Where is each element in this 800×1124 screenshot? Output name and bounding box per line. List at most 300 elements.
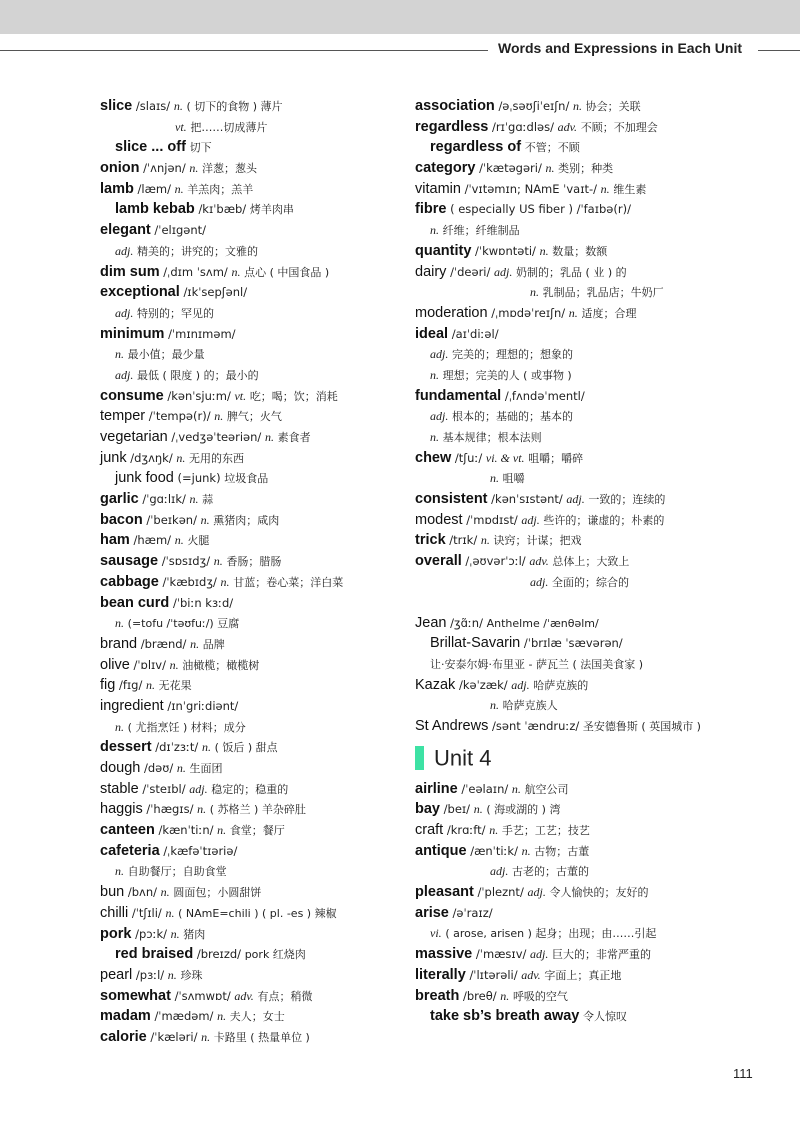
vocab-part-of-speech: n. bbox=[201, 1029, 211, 1044]
vocab-headword: lamb kebab bbox=[115, 201, 195, 218]
vocab-phonetic: /kænˈtiːn/ bbox=[158, 823, 214, 838]
vocab-phonetic: /ˈtempə(r)/ bbox=[148, 409, 211, 424]
vocab-definition: 羊羔肉；羔羊 bbox=[187, 182, 254, 196]
vocab-definition: 火腿 bbox=[187, 534, 210, 548]
vocab-entry bbox=[100, 986, 440, 1007]
vocab-headword: breath bbox=[415, 987, 460, 1004]
vocab-headword: temper bbox=[100, 408, 146, 425]
vocab-entry bbox=[100, 1027, 440, 1048]
vocab-definition: 适度；合理 bbox=[581, 306, 637, 320]
vocab-entry bbox=[100, 551, 440, 572]
vocab-phonetic: /ˈmæsɪv/ bbox=[475, 947, 527, 962]
vocab-phonetic: /slaɪs/ bbox=[135, 99, 171, 113]
vocab-part-of-speech: vt. bbox=[175, 119, 187, 134]
vocab-part-of-speech: n. bbox=[170, 926, 180, 941]
vocab-entry bbox=[415, 241, 775, 262]
vocab-headword: regardless of bbox=[430, 139, 522, 156]
vocab-entry bbox=[100, 820, 440, 841]
vocab-part-of-speech: n. bbox=[572, 99, 582, 113]
vocab-part-of-speech: adj. bbox=[115, 305, 134, 320]
vocab-headword: ideal bbox=[415, 325, 449, 342]
vocab-part-of-speech: adj. bbox=[494, 264, 513, 279]
vocab-headword: overall bbox=[415, 553, 462, 570]
vocab-definition: 根本的；基础的；基本的 bbox=[452, 410, 573, 424]
vocab-phonetic: /krɑːft/ bbox=[446, 823, 486, 837]
vocab-entry bbox=[415, 654, 775, 675]
vocab-entry bbox=[415, 344, 775, 365]
vocab-entry bbox=[100, 324, 440, 345]
vocab-part-of-speech: n. bbox=[489, 823, 499, 837]
vocab-phonetic: /dəʊ/ bbox=[143, 761, 174, 775]
vocab-part-of-speech: n. bbox=[473, 802, 483, 817]
vocab-definition: 生面团 bbox=[189, 762, 223, 775]
vocab-definition: 精美的；讲究的；文雅的 bbox=[137, 244, 258, 258]
vocab-definition: ( 饭后 ) 甜点 bbox=[214, 741, 278, 755]
vocab-entry bbox=[415, 841, 775, 862]
vocab-definition: 猪肉 bbox=[183, 927, 206, 941]
vocab-entry bbox=[415, 220, 775, 241]
vocab-headword: bacon bbox=[100, 511, 143, 528]
vocab-part-of-speech: n. bbox=[115, 347, 124, 362]
vocab-phonetic: /aɪˈdiːəl/ bbox=[451, 326, 499, 341]
vocab-entry bbox=[100, 365, 440, 386]
vocab-entry bbox=[415, 179, 775, 200]
vocab-entry bbox=[415, 386, 775, 407]
unit-heading-title: Unit 4 bbox=[434, 745, 492, 771]
vocab-part-of-speech: n. bbox=[430, 367, 439, 382]
vocab-headword: brand bbox=[100, 635, 138, 652]
vocab-entry bbox=[100, 489, 440, 510]
vocab-part-of-speech: adj. bbox=[115, 243, 134, 258]
vocab-phonetic: /ˈdeəri/ bbox=[450, 264, 491, 279]
vocab-phonetic: /ˈeəlaɪn/ bbox=[461, 781, 509, 796]
vocab-entry bbox=[415, 923, 775, 944]
vocab-definition: 纤维；纤维制品 bbox=[442, 224, 520, 238]
unit-heading-marker bbox=[415, 746, 424, 770]
vocab-part-of-speech: n. bbox=[176, 761, 186, 775]
vocab-definition: 令人愉快的；友好的 bbox=[549, 886, 649, 900]
vocab-entry bbox=[415, 779, 775, 800]
vocab-entry bbox=[100, 241, 440, 262]
vocab-definition: ( NAmE=chili ) ( pl. -es ) 辣椒 bbox=[178, 906, 337, 920]
vocab-phonetic: /əˈraɪz/ bbox=[452, 905, 493, 920]
vocab-definition: 总体上；大致上 bbox=[552, 555, 630, 569]
vocab-part-of-speech: n. bbox=[169, 657, 179, 672]
vocab-headword: fundamental bbox=[415, 387, 502, 404]
vocab-entry bbox=[415, 199, 775, 220]
vocab-definition: 垃圾食品 bbox=[224, 472, 269, 486]
vocab-definition: 切下 bbox=[189, 141, 212, 155]
vocab-entry bbox=[415, 406, 775, 427]
vocab-headword: somewhat bbox=[100, 987, 171, 1004]
vocab-entry bbox=[100, 510, 440, 531]
vocab-headword: trick bbox=[415, 532, 446, 549]
vocab-entry bbox=[415, 303, 775, 324]
page-header bbox=[0, 40, 800, 62]
vocab-entry bbox=[415, 882, 775, 903]
vocab-phonetic: /ˈkæbɪdʒ/ bbox=[162, 574, 217, 589]
vocab-definition: ( 海或湖的 ) 湾 bbox=[486, 803, 561, 817]
vocab-entry bbox=[100, 593, 440, 614]
page-number: 111 bbox=[733, 1066, 753, 1081]
vocab-entry bbox=[100, 199, 440, 220]
vocab-phonetic: /læm/ bbox=[137, 181, 171, 196]
vocab-entry bbox=[415, 468, 775, 489]
vocab-headword: modest bbox=[415, 511, 463, 528]
vocab-definition: 无花果 bbox=[158, 679, 192, 693]
vocab-entry bbox=[415, 365, 775, 386]
vocab-definition: 食堂；餐厅 bbox=[229, 824, 285, 838]
vocab-entry bbox=[415, 944, 775, 965]
vocab-phonetic: /ˈmædəm/ bbox=[154, 1009, 214, 1024]
vocab-definition: ( 切下的食物 ) 薄片 bbox=[186, 100, 283, 113]
vocab-phonetic: /ˌmɒdəˈreɪʃn/ bbox=[491, 305, 566, 320]
vocab-headword: red braised bbox=[115, 946, 194, 963]
vocab-phonetic: /beɪ/ bbox=[443, 802, 471, 817]
vocab-definition: 蒜 bbox=[202, 493, 214, 507]
vocab-phonetic: /ˈɒlɪv/ bbox=[133, 657, 166, 672]
vocab-definition: 哈萨克族的 bbox=[533, 678, 589, 692]
vocab-headword: airline bbox=[415, 780, 458, 797]
vocab-headword: pork bbox=[100, 925, 132, 942]
vocab-entry bbox=[100, 117, 440, 138]
vocab-entry bbox=[100, 530, 440, 551]
vocab-part-of-speech: adv. bbox=[557, 119, 578, 134]
vocab-headword: St Andrews bbox=[415, 717, 489, 734]
vocab-headword: regardless bbox=[415, 118, 489, 135]
vocab-definition: 古物；古董 bbox=[534, 844, 590, 858]
vocab-phonetic: /trɪk/ bbox=[449, 533, 478, 548]
vocab-definition: 字面上；真正地 bbox=[544, 968, 622, 982]
vocab-headword: consistent bbox=[415, 491, 488, 508]
vocab-definition: 咀嚼；嚼碎 bbox=[528, 451, 584, 465]
vocab-part-of-speech: n. bbox=[201, 740, 211, 755]
vocab-definition: 最小值；最少量 bbox=[127, 348, 205, 362]
vocab-part-of-speech: n. bbox=[500, 988, 510, 1003]
vocab-part-of-speech: n. bbox=[430, 223, 439, 238]
vocab-definition: 手艺；工艺；技艺 bbox=[501, 824, 590, 837]
vocab-phonetic: /fɪg/ bbox=[118, 678, 143, 693]
vocab-definition: 脾气；火气 bbox=[226, 410, 282, 424]
vocab-headword: junk bbox=[100, 449, 127, 466]
vocab-part-of-speech: n. bbox=[231, 264, 241, 279]
vocab-headword: take sb’s breath away bbox=[430, 1008, 580, 1025]
vocab-definition: 自助餐厅；自助食堂 bbox=[127, 865, 227, 879]
vocab-phonetic: /dɪˈzɜːt/ bbox=[155, 740, 199, 755]
vocab-definition: 甘蓝；卷心菜；洋白菜 bbox=[233, 575, 344, 589]
vocab-part-of-speech: n. bbox=[511, 781, 521, 796]
vocab-phonetic: /kəˈzæk/ bbox=[458, 677, 508, 692]
vocab-entry bbox=[415, 117, 775, 138]
vocab-phonetic: /ˈhægɪs/ bbox=[146, 802, 194, 817]
vocab-headword: ingredient bbox=[100, 697, 164, 714]
vocab-phonetic: /ˈbrɪlæ ˈsævərən/ bbox=[523, 636, 623, 651]
vocab-phonetic: /dʒʌŋk/ bbox=[130, 450, 173, 465]
vocab-definition: 香肠；腊肠 bbox=[226, 555, 282, 569]
vocab-headword: pleasant bbox=[415, 884, 474, 901]
vocab-part-of-speech: vt. bbox=[234, 388, 247, 403]
vocab-part-of-speech: n. bbox=[189, 161, 199, 176]
vocab-headword: cafeteria bbox=[100, 842, 160, 859]
vocab-part-of-speech: adj. bbox=[530, 574, 549, 589]
vocab-part-of-speech: adj. bbox=[430, 347, 449, 362]
vocab-definition: 有点；稍微 bbox=[257, 989, 313, 1003]
vocab-headword: junk food bbox=[115, 470, 174, 487]
vocab-headword: olive bbox=[100, 656, 130, 673]
vocab-headword: bun bbox=[100, 884, 125, 901]
vocab-entry bbox=[415, 282, 775, 303]
vocab-phonetic: ( especially US fiber ) /ˈfaɪbə(r)/ bbox=[450, 202, 631, 217]
vocab-entry bbox=[100, 448, 440, 469]
vocab-definition: 维生素 bbox=[613, 182, 647, 196]
vocab-part-of-speech: n. bbox=[539, 243, 549, 258]
vocab-entry bbox=[100, 303, 440, 324]
vocab-phonetic: /ˌəʊvərˈɔːl/ bbox=[465, 554, 526, 569]
vocab-part-of-speech: n. bbox=[189, 492, 199, 507]
vocab-headword: chew bbox=[415, 449, 452, 466]
vocab-phonetic: /ˌvedʒəˈteəriən/ bbox=[171, 430, 262, 444]
vocabulary-column-right bbox=[415, 96, 775, 1027]
vocab-definition: 素食者 bbox=[277, 431, 311, 444]
vocab-part-of-speech: n. bbox=[490, 698, 499, 713]
vocab-definition: 一致的；连续的 bbox=[588, 493, 666, 507]
vocab-phonetic: /ˈkwɒntəti/ bbox=[475, 243, 536, 258]
vocab-phonetic: /ˈʌnjən/ bbox=[143, 161, 186, 176]
vocab-headword: dim sum bbox=[100, 263, 160, 280]
vocab-definition: 航空公司 bbox=[524, 782, 569, 796]
vocab-part-of-speech: n. bbox=[115, 719, 124, 734]
vocab-definition: 咀嚼 bbox=[502, 472, 525, 486]
vocab-headword: slice bbox=[100, 98, 133, 114]
vocab-part-of-speech: n. bbox=[220, 574, 230, 589]
vocab-part-of-speech: n. bbox=[217, 1009, 227, 1024]
vocab-definition: 熏猪肉；咸肉 bbox=[213, 513, 280, 527]
vocab-entry bbox=[415, 427, 775, 448]
vocab-part-of-speech: n. bbox=[165, 905, 175, 920]
vocab-entry bbox=[100, 96, 440, 117]
vocab-entry bbox=[100, 137, 440, 158]
vocab-entry bbox=[100, 220, 440, 241]
vocab-definition: 令人惊叹 bbox=[583, 1010, 628, 1024]
vocab-phonetic: /sənt ˈændruːz/ bbox=[492, 718, 580, 733]
vocab-definition: 奶制的；乳品 ( 业 ) 的 bbox=[516, 265, 627, 279]
section-gap bbox=[415, 593, 775, 613]
vocab-part-of-speech: n. bbox=[174, 533, 184, 548]
vocab-definition: 最低 ( 限度 ) 的；最小的 bbox=[137, 368, 259, 382]
vocab-phonetic: /kənˈsjuːm/ bbox=[167, 388, 231, 403]
vocab-definition: 全面的；综合的 bbox=[552, 575, 629, 589]
vocab-definition: 稳定的；稳重的 bbox=[211, 782, 289, 796]
vocab-definition: 哈萨克族人 bbox=[502, 699, 558, 713]
vocab-phonetic: /ˈlɪtərəli/ bbox=[469, 967, 518, 982]
vocab-entry bbox=[100, 965, 440, 986]
vocab-definition: 烤羊肉串 bbox=[249, 203, 294, 217]
vocab-headword: Kazak bbox=[415, 676, 456, 693]
vocab-entry bbox=[415, 675, 775, 696]
vocab-phonetic: /ˈvɪtəmɪn; NAmE ˈvaɪt-/ bbox=[464, 181, 598, 196]
vocab-definition: 古老的；古董的 bbox=[512, 865, 589, 879]
vocab-definition: ( 苏格兰 ) 羊杂碎肚 bbox=[209, 803, 306, 817]
vocab-headword: moderation bbox=[415, 304, 488, 321]
vocab-phonetic: /ˈkæləri/ bbox=[150, 1029, 198, 1044]
vocab-headword: Brillat-Savarin bbox=[430, 635, 521, 652]
vocab-headword: cabbage bbox=[100, 573, 159, 590]
vocab-part-of-speech: n. bbox=[568, 305, 578, 320]
vocab-headword: vitamin bbox=[415, 180, 461, 197]
vocab-part-of-speech: adj. bbox=[189, 781, 208, 796]
vocab-entry bbox=[415, 489, 775, 510]
vocab-entry bbox=[415, 572, 775, 593]
vocab-part-of-speech: adv. bbox=[234, 988, 254, 1003]
vocab-headword: lamb bbox=[100, 180, 134, 197]
vocab-headword: haggis bbox=[100, 801, 143, 818]
vocab-headword: vegetarian bbox=[100, 429, 168, 445]
vocab-definition: Anthelme /ˈænθəlm/ bbox=[486, 616, 599, 630]
vocab-entry bbox=[415, 551, 775, 572]
vocab-part-of-speech: n. bbox=[430, 430, 439, 444]
vocab-definition: 油橄榄；橄榄树 bbox=[182, 658, 260, 672]
header-rule-left bbox=[0, 50, 488, 51]
vocab-part-of-speech: n. bbox=[217, 823, 227, 838]
vocab-definition: 巨大的；非常严重的 bbox=[552, 948, 652, 962]
vocab-phonetic: /ˈtʃɪli/ bbox=[131, 905, 162, 920]
vocab-phonetic: /brænd/ bbox=[140, 636, 187, 651]
vocab-entry bbox=[100, 282, 440, 303]
vocab-entry bbox=[100, 386, 440, 407]
vocab-definition: 协会；关联 bbox=[585, 100, 641, 113]
vocab-headword: onion bbox=[100, 160, 140, 177]
vocab-headword: literally bbox=[415, 966, 466, 983]
vocab-phonetic: /kɪˈbæb/ bbox=[198, 202, 247, 217]
vocab-entry bbox=[415, 96, 775, 117]
vocab-entry bbox=[415, 965, 775, 986]
vocab-headword: Jean bbox=[415, 614, 447, 631]
vocab-phonetic: /kənˈsɪstənt/ bbox=[491, 492, 563, 507]
vocab-entry bbox=[415, 799, 775, 820]
vocab-part-of-speech: vi. bbox=[430, 926, 442, 941]
vocab-part-of-speech: n. bbox=[197, 802, 207, 817]
vocab-entry bbox=[415, 510, 775, 531]
top-gray-band bbox=[0, 0, 800, 34]
vocab-entry bbox=[100, 737, 440, 758]
vocab-definition: 点心 ( 中国食品 ) bbox=[244, 265, 330, 279]
vocab-definition: 品牌 bbox=[202, 637, 225, 651]
vocab-headword: dough bbox=[100, 760, 141, 776]
vocab-phonetic: /ˈbiːn kɜːd/ bbox=[172, 595, 234, 610]
vocab-headword: elegant bbox=[100, 222, 151, 239]
vocab-entry bbox=[100, 717, 440, 738]
vocab-entry bbox=[100, 779, 440, 800]
vocab-part-of-speech: adj. bbox=[430, 409, 449, 424]
vocab-headword: canteen bbox=[100, 822, 155, 839]
vocab-part-of-speech: n. bbox=[115, 616, 124, 631]
vocab-entry bbox=[100, 655, 440, 676]
vocab-entry bbox=[100, 696, 440, 717]
vocab-definition: 洋葱；葱头 bbox=[202, 162, 258, 176]
vocab-phonetic: /pɔːk/ bbox=[135, 926, 167, 941]
vocab-phonetic: /əˌsəʊʃiˈeɪʃn/ bbox=[498, 99, 570, 113]
vocab-definition: 数量；数额 bbox=[552, 244, 608, 258]
vocab-phonetic: /ˌkæfəˈtɪəriə/ bbox=[163, 843, 238, 858]
vocab-phonetic: /hæm/ bbox=[133, 533, 172, 548]
vocab-phonetic: /ˌfʌndəˈmentl/ bbox=[504, 388, 585, 403]
vocab-headword: ham bbox=[100, 532, 130, 549]
header-title: Words and Expressions in Each Unit bbox=[498, 40, 743, 56]
vocab-entry bbox=[415, 448, 775, 469]
vocab-definition: 夫人；女士 bbox=[229, 1010, 285, 1024]
vocab-definition: 理想；完美的人 ( 或事物 ) bbox=[442, 368, 572, 382]
vocab-definition: 特别的；罕见的 bbox=[137, 306, 214, 320]
vocab-part-of-speech: adj. bbox=[511, 677, 530, 692]
vocab-entry bbox=[100, 406, 440, 427]
vocab-headword: bean curd bbox=[100, 594, 170, 611]
vocab-phonetic: /rɪˈgɑːdləs/ bbox=[492, 119, 554, 134]
vocab-entry bbox=[415, 903, 775, 924]
vocab-entry bbox=[100, 1006, 440, 1027]
vocab-part-of-speech: n. bbox=[174, 181, 184, 196]
vocab-phonetic: /ˈpleznt/ bbox=[477, 885, 524, 900]
vocab-part-of-speech: adj. bbox=[566, 492, 585, 507]
vocab-entry bbox=[415, 716, 775, 737]
vocab-definition: 完美的；理想的；想象的 bbox=[452, 348, 573, 362]
vocab-headword: craft bbox=[415, 822, 444, 838]
vocab-part-of-speech: n. bbox=[173, 99, 183, 113]
vocab-phonetic: /ˈelɪgənt/ bbox=[154, 223, 207, 238]
vocab-headword: slice ... off bbox=[115, 139, 186, 156]
vocab-entry bbox=[100, 675, 440, 696]
vocab-part-of-speech: n. bbox=[176, 450, 186, 465]
vocab-part-of-speech: n. bbox=[200, 512, 210, 527]
vocab-part-of-speech: n. bbox=[264, 430, 274, 444]
vocab-phonetic: /ænˈtiːk/ bbox=[470, 843, 518, 858]
vocab-phonetic: /ˈmɒdɪst/ bbox=[466, 512, 518, 527]
vocab-phonetic: /breɪzd/ bbox=[196, 947, 242, 962]
vocab-part-of-speech: adj. bbox=[115, 367, 134, 382]
vocab-definition: 呼吸的空气 bbox=[512, 989, 568, 1003]
vocab-part-of-speech: n. bbox=[115, 864, 124, 879]
vocab-phonetic: /bʌn/ bbox=[127, 885, 158, 900]
vocab-phonetic: /ˈsteɪbl/ bbox=[142, 781, 186, 796]
vocab-part-of-speech: n. bbox=[167, 967, 177, 982]
vocab-part-of-speech: n. bbox=[214, 409, 224, 424]
vocab-part-of-speech: adj. bbox=[530, 947, 549, 962]
vocab-entry bbox=[415, 633, 775, 654]
vocab-phonetic: /ˈsʌmwɒt/ bbox=[174, 988, 231, 1003]
vocab-part-of-speech: n. bbox=[213, 554, 223, 569]
vocab-entry bbox=[100, 903, 440, 924]
vocab-headword: quantity bbox=[415, 242, 472, 259]
vocab-headword: antique bbox=[415, 842, 467, 859]
vocab-phonetic: /ɪnˈgriːdiənt/ bbox=[167, 698, 239, 713]
vocab-definition: 类别；种类 bbox=[558, 162, 614, 176]
vocab-phonetic: /pɜːl/ bbox=[135, 967, 165, 982]
unit-heading bbox=[415, 741, 775, 775]
vocab-part-of-speech: adv. bbox=[521, 967, 541, 982]
vocab-part-of-speech: n. bbox=[530, 285, 539, 300]
vocab-headword: category bbox=[415, 160, 476, 177]
vocab-headword: association bbox=[415, 98, 495, 114]
vocab-entry bbox=[100, 344, 440, 365]
vocab-entry bbox=[100, 882, 440, 903]
vocab-part-of-speech: adj. bbox=[490, 864, 509, 879]
vocab-definition: 些许的；谦虚的；朴素的 bbox=[543, 513, 665, 527]
vocab-definition: ( 尤指烹饪 ) 材料；成分 bbox=[127, 720, 246, 734]
vocab-entry bbox=[415, 158, 775, 179]
vocab-definition: 圣安德鲁斯 ( 英国城市 ) bbox=[582, 719, 701, 733]
vocab-entry bbox=[415, 1006, 775, 1027]
vocab-part-of-speech: n. bbox=[480, 533, 490, 548]
vocab-entry bbox=[100, 924, 440, 945]
